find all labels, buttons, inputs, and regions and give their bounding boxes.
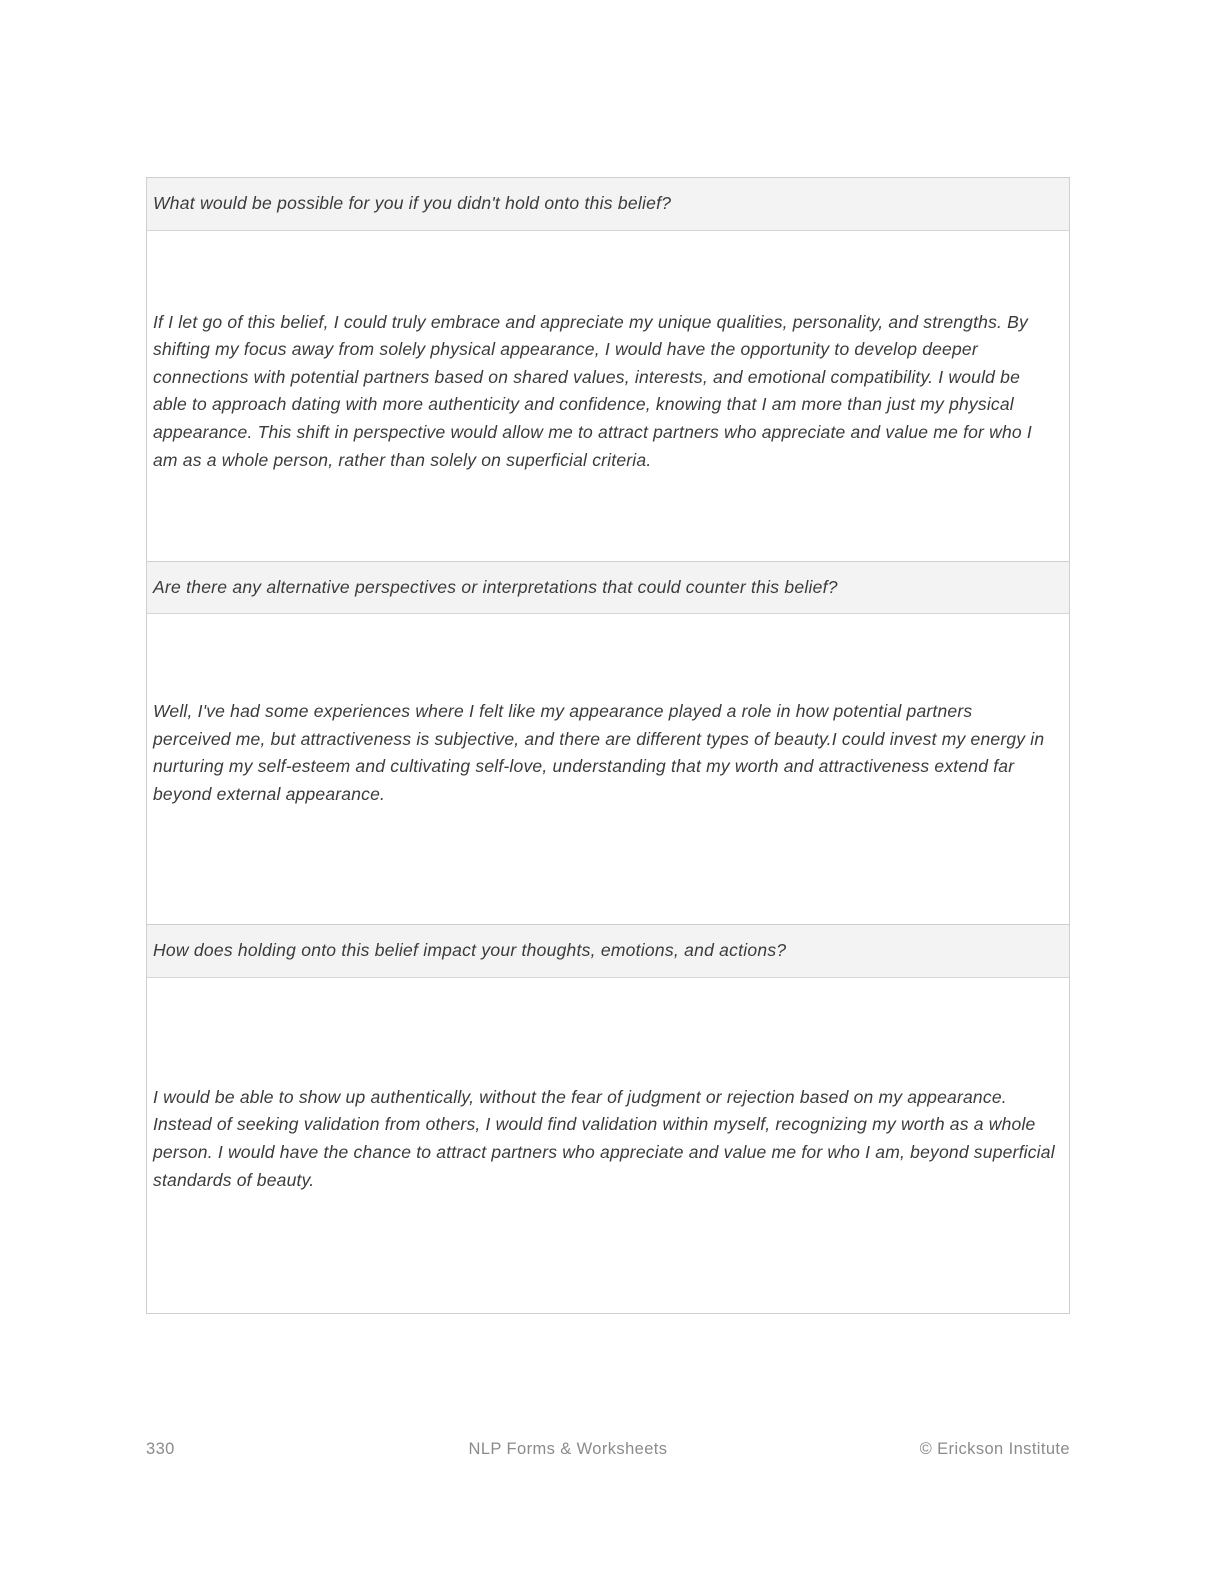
answer-field-2[interactable]: [147, 614, 1069, 924]
qa-block-3: [147, 925, 1069, 1314]
qa-block-1: [147, 178, 1069, 562]
question-text-1: What would be possible for you if you didn't hold onto this belief?: [153, 193, 672, 213]
qa-block-2: [147, 562, 1069, 926]
answer-text-2: Well, I've had some experiences where I felt like my appearance played a role in how potential partners perceived me, but attractiveness is subjective, and there are different types of beauty.I could invest my energy in nurturing my self-esteem and cultivating self-love, understanding that my worth and attractiveness extend far beyond external appearance.: [153, 701, 1045, 805]
footer-document-title: NLP Forms & Worksheets: [468, 1439, 668, 1458]
answer-field-1[interactable]: [147, 231, 1069, 561]
answer-text-3: I would be able to show up authentically, without the fear of judgment or rejection based on my appearance. Instead of seeking validation from others, I would find validation within myself, recognizing my worth as a whole person. I would have the chance to attract partners who appreciate and value me for who I am, beyond superficial standards of beauty.: [153, 1086, 1055, 1190]
page-footer: [146, 1436, 1070, 1462]
belief-worksheet-table: [146, 177, 1070, 1314]
question-header-2: [147, 562, 1069, 615]
question-text-3: How does holding onto this belief impact your thoughts, emotions, and actions?: [153, 940, 787, 961]
answer-text-1: If I let go of this belief, I could truly embrace and appreciate my unique qualities, personality, and strengths. By shifting my focus away from solely physical appearance, I would have the opportunity to develop deeper connections with potential partners based on shared values, interests, and emotional compatibility. I would be able to approach dating with more authenticity and confidence, knowing that I am more than just my physical appearance. This shift in perspective would allow me to attract partners who appreciate and value me for who I am as a whole person, rather than solely on superficial criteria.: [153, 311, 1032, 470]
footer-page-number: 330: [146, 1439, 175, 1458]
question-text-2: Are there any alternative perspectives or interpretations that could counter this belief?: [153, 576, 838, 597]
question-header-1: [147, 178, 1069, 231]
answer-field-3[interactable]: [147, 978, 1069, 1313]
footer-copyright: © Erickson Institute: [919, 1439, 1070, 1458]
question-header-3: [147, 925, 1069, 978]
